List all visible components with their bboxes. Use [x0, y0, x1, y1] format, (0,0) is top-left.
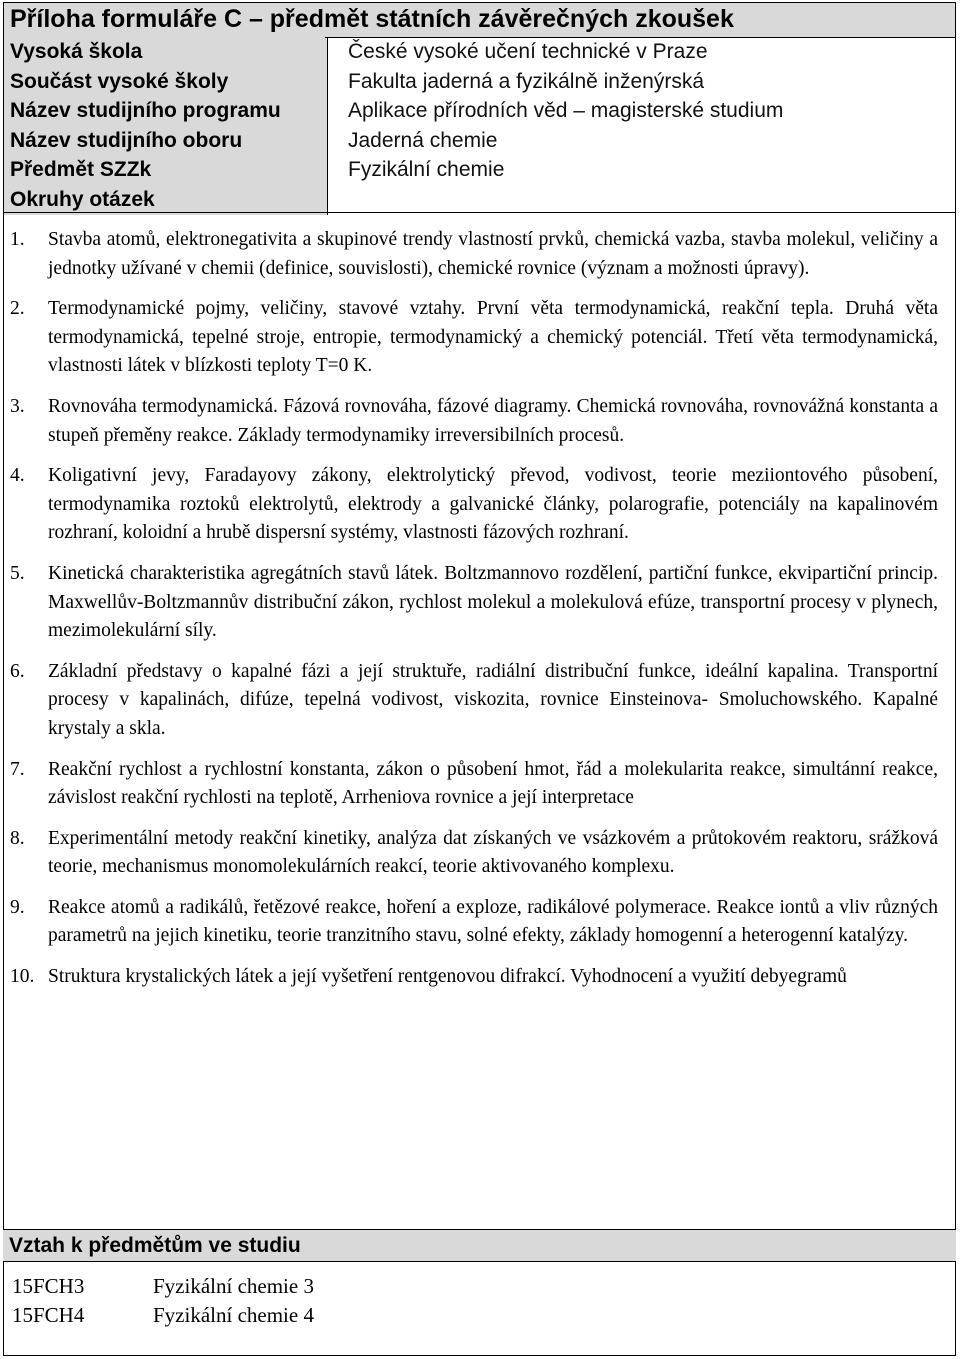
- list-item: [10, 560, 938, 646]
- topic-text: Reakce atomů a radikálů, řetězové reakce, hoření a exploze, radikálové polymerace. Reakce iontů a vliv různých parametrů na jejich kinetiku, teorie tranzitního stavu, solné efekty, základy homogenní a heterogenní katalýzy.: [48, 896, 938, 947]
- list-item: [10, 894, 938, 951]
- divider: [325, 37, 956, 38]
- topic-text: Termodynamické pojmy, veličiny, stavové vztahy. První věta termodynamická, reakční tepla. Druhá věta termodynamická, tepelné stroje, entropie, termodynamický a chemický potenciál. Třetí věta termodynamická, vlastnosti látek v blízkosti teploty T=0 K.: [48, 298, 938, 377]
- info-row-field: [3, 126, 956, 156]
- info-row-subject: [3, 155, 956, 185]
- list-item: [10, 756, 938, 813]
- info-label: Vysoká škola: [3, 37, 328, 67]
- info-row-faculty: [3, 67, 956, 97]
- info-value: Fyzikální chemie: [348, 158, 505, 182]
- info-label: Název studijního programu: [3, 96, 328, 126]
- topic-text: Kinetická charakteristika agregátních stavů látek. Boltzmannovo rozdělení, partiční funkce, ekvipartiční princip. Maxwellův-Boltzmannův distribuční zákon, rychlost molekul a molekulová efúze, transportní procesy v plynech, mezimolekulární síly.: [48, 562, 938, 642]
- list-item: [10, 963, 938, 992]
- topic-text: Experimentální metody reakční kinetiky, analýza dat získaných ve vsázkovém a průtokovém reaktoru, srážková teorie, mechanismus monomolekulárních reakcí, teorie aktivovaného komplexu.: [48, 827, 938, 878]
- topic-number: 1.: [10, 229, 25, 250]
- topic-number: 7.: [10, 758, 25, 780]
- course-name: Fyzikální chemie 4: [153, 1303, 314, 1327]
- topic-text: Základní představy o kapalné fázi a její struktuře, radiální distribuční funkce, ideální kapalina. Transportní procesy v kapalinách, difúze, tepelná vodivost, viskozita, rovnice Einsteinova- Smoluchowského. Kapalné krystaly a skla.: [48, 660, 938, 739]
- topic-number: 5.: [10, 562, 25, 584]
- info-label: Součást vysoké školy: [3, 67, 328, 97]
- info-label: Okruhy otázek: [3, 185, 328, 215]
- form-title: Příloha formuláře C – předmět státních závěrečných zkoušek: [3, 2, 956, 38]
- list-item: [10, 658, 938, 744]
- topic-text: Stavba atomů, elektronegativita a skupinové trendy vlastností prvků, chemická vazba, stavba molekul, veličiny a jednotky užívané v chemii (definice, souvislosti), chemické rovnice (význam a možnosti úpravy).: [48, 229, 938, 279]
- topic-number: 3.: [10, 395, 25, 417]
- list-item: [10, 226, 938, 283]
- topic-number: 2.: [10, 298, 25, 320]
- course-code: 15FCH4: [12, 1303, 85, 1327]
- topic-number: 9.: [10, 896, 25, 918]
- topic-text: Struktura krystalických látek a její vyšetření rentgenovou difrakcí. Vyhodnocení a využití debyegramů: [48, 966, 847, 988]
- topic-number: 6.: [10, 660, 25, 682]
- info-label: Název studijního oboru: [3, 126, 328, 156]
- topic-text: Koligativní jevy, Faradayovy zákony, elektrolytický převod, vodivost, teorie meziiontového působení, termodynamika roztoků elektrolytů, elektrody a galvanické články, polarografie, potenciály na kapalinovém rozhraní, koloidní a hrubě dispersní systémy, vlastnosti fázových rozhraní.: [48, 465, 938, 544]
- info-value: Fakulta jaderná a fyzikálně inženýrská: [348, 69, 705, 93]
- list-item: [10, 393, 938, 450]
- topic-number: 8.: [10, 827, 25, 849]
- info-value: Aplikace přírodních věd – magisterské studium: [348, 99, 784, 123]
- course-name: Fyzikální chemie 3: [153, 1274, 314, 1298]
- topic-text: Reakční rychlost a rychlostní konstanta, zákon o působení hmot, řád a molekularita reakce, simultánní reakce, závislost reakční rychlosti na teplotě, Arrheniova rovnice a její interpretace: [48, 758, 938, 809]
- topic-list: [0, 226, 960, 1004]
- info-row-topics: [3, 185, 956, 215]
- info-label: Předmět SZZk: [3, 155, 328, 185]
- list-item: [10, 825, 938, 882]
- topic-number: 10.: [10, 966, 35, 988]
- course-code: 15FCH3: [12, 1274, 85, 1298]
- info-value: České vysoké učení technické v Praze: [348, 40, 708, 63]
- info-value: Jaderná chemie: [348, 128, 498, 152]
- info-row-program: [3, 96, 956, 126]
- list-item: [10, 462, 938, 548]
- list-item: [10, 295, 938, 381]
- relation-heading: Vztah k předmětům ve studiu: [3, 1229, 956, 1262]
- info-table: [3, 37, 956, 215]
- info-row-school: [3, 37, 956, 67]
- topic-text: Rovnováha termodynamická. Fázová rovnováha, fázové diagramy. Chemická rovnováha, rovnovážná konstanta a stupeň přeměny reakce. Základy termodynamiky irreversibilních procesů.: [48, 395, 938, 446]
- divider: [3, 212, 956, 213]
- topic-number: 4.: [10, 465, 25, 487]
